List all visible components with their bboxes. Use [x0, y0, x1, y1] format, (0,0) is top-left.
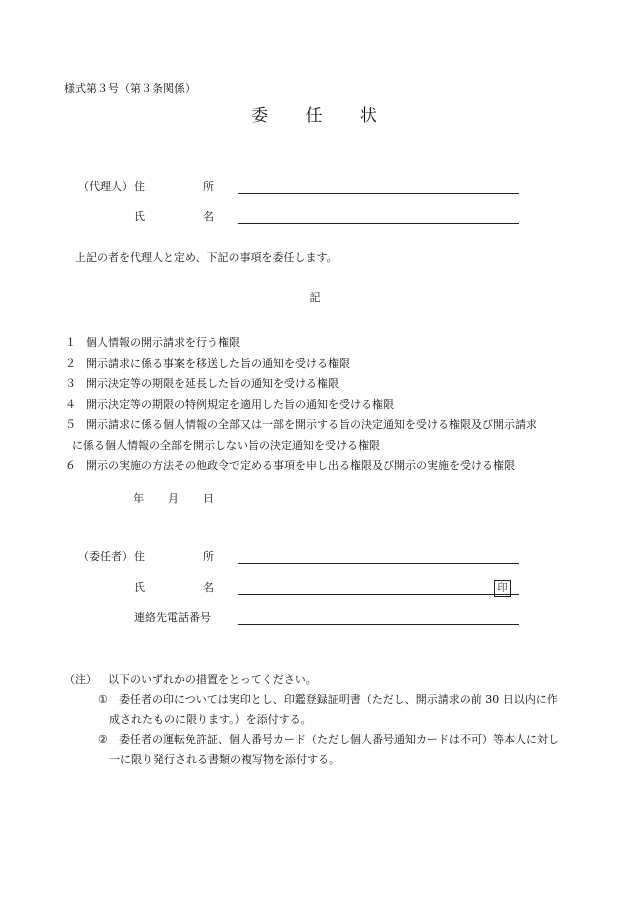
list-item: [62, 415, 582, 436]
item-number: １: [65, 336, 76, 349]
agent-address-row: [0, 181, 630, 197]
notes-head-label: （注）: [64, 673, 97, 686]
agent-address-label-2: 所: [203, 180, 214, 193]
item-text: 開示決定等の期限を延長した旨の通知を受ける権限: [86, 377, 339, 390]
title-char-3: 状: [359, 106, 379, 126]
agent-address-field[interactable]: [238, 193, 519, 194]
item-number: ２: [65, 356, 76, 370]
note-2-text: 委任者の運転免許証、個人番号カード（ただし個人番号通知カードは不可）等本人に対し: [119, 733, 559, 746]
agent-role-label: （代理人）: [78, 180, 133, 193]
item-number: ４: [65, 397, 76, 411]
agent-name-label-2: 名: [203, 210, 214, 223]
item-number: ６: [65, 459, 76, 472]
note-1-text-cont: 成されたものに限ります。）を添付する。: [109, 713, 312, 726]
list-item: [62, 374, 582, 395]
delegation-item-list: [62, 333, 582, 477]
item-text: 開示請求に係る個人情報の全部又は一部を開示する旨の決定通知を受ける権限及び開示請求: [86, 418, 537, 431]
notes-head-text: 以下のいずれかの措置をとってください。: [108, 673, 317, 686]
ki-heading: 記: [309, 291, 321, 304]
principal-name-field[interactable]: [238, 594, 519, 595]
note-2-mark: ②: [98, 733, 108, 746]
item-text: に係る個人情報の全部を開示しない旨の決定通知を受ける権限: [72, 438, 380, 452]
principal-phone-label: 連絡先電話番号: [134, 611, 211, 624]
note-2-text-cont: 一に限り発行される書類の複写物を添付する。: [109, 753, 340, 766]
intro-text: 上記の者を代理人と定め、下記の事項を委任します。: [75, 251, 338, 264]
agent-name-row: [0, 211, 630, 227]
principal-phone-field[interactable]: [238, 624, 519, 625]
principal-address-label-1: 住: [134, 550, 145, 563]
date-month-label: 月: [168, 492, 179, 505]
principal-address-label-2: 所: [203, 550, 214, 563]
principal-name-label-2: 名: [203, 581, 214, 594]
date-day-label: 日: [203, 492, 214, 505]
agent-name-field[interactable]: [238, 223, 519, 224]
list-item: [62, 395, 582, 416]
principal-role-label: （委任者）: [78, 550, 133, 563]
note-1-mark: ①: [98, 693, 108, 706]
title-char-2: 任: [305, 106, 325, 126]
item-text: 開示の実施の方法その他政令で定める事項を申し出る権限及び開示の実施を受ける権限: [86, 459, 515, 472]
principal-name-label-1: 氏: [134, 581, 145, 594]
list-item-continuation: [62, 436, 582, 457]
principal-address-row: [0, 551, 630, 567]
title-char-1: 委: [251, 106, 271, 126]
item-text: 個人情報の開示請求を行う権限: [86, 336, 240, 349]
form-number: 様式第３号（第３条関係）: [64, 82, 196, 95]
agent-name-label-1: 氏: [134, 210, 145, 223]
principal-phone-row: [0, 612, 630, 628]
agent-address-label-1: 住: [134, 180, 145, 193]
list-item: [62, 354, 582, 375]
list-item: [62, 333, 582, 354]
item-number: ３: [65, 377, 76, 390]
seal-mark: 印: [494, 580, 511, 597]
date-year-label: 年: [133, 492, 144, 505]
principal-name-row: [0, 582, 630, 598]
document-title: [0, 108, 630, 125]
item-text: 開示決定等の期限の特例規定を適用した旨の通知を受ける権限: [86, 397, 394, 411]
item-number: ５: [65, 418, 76, 431]
item-text: 開示請求に係る事案を移送した旨の通知を受ける権限: [86, 356, 350, 370]
principal-address-field[interactable]: [238, 563, 519, 564]
note-1-text: 委任者の印については実印とし、印鑑登録証明書（ただし、開示請求の前 30 日以内に作: [119, 693, 558, 706]
list-item: [62, 456, 582, 477]
